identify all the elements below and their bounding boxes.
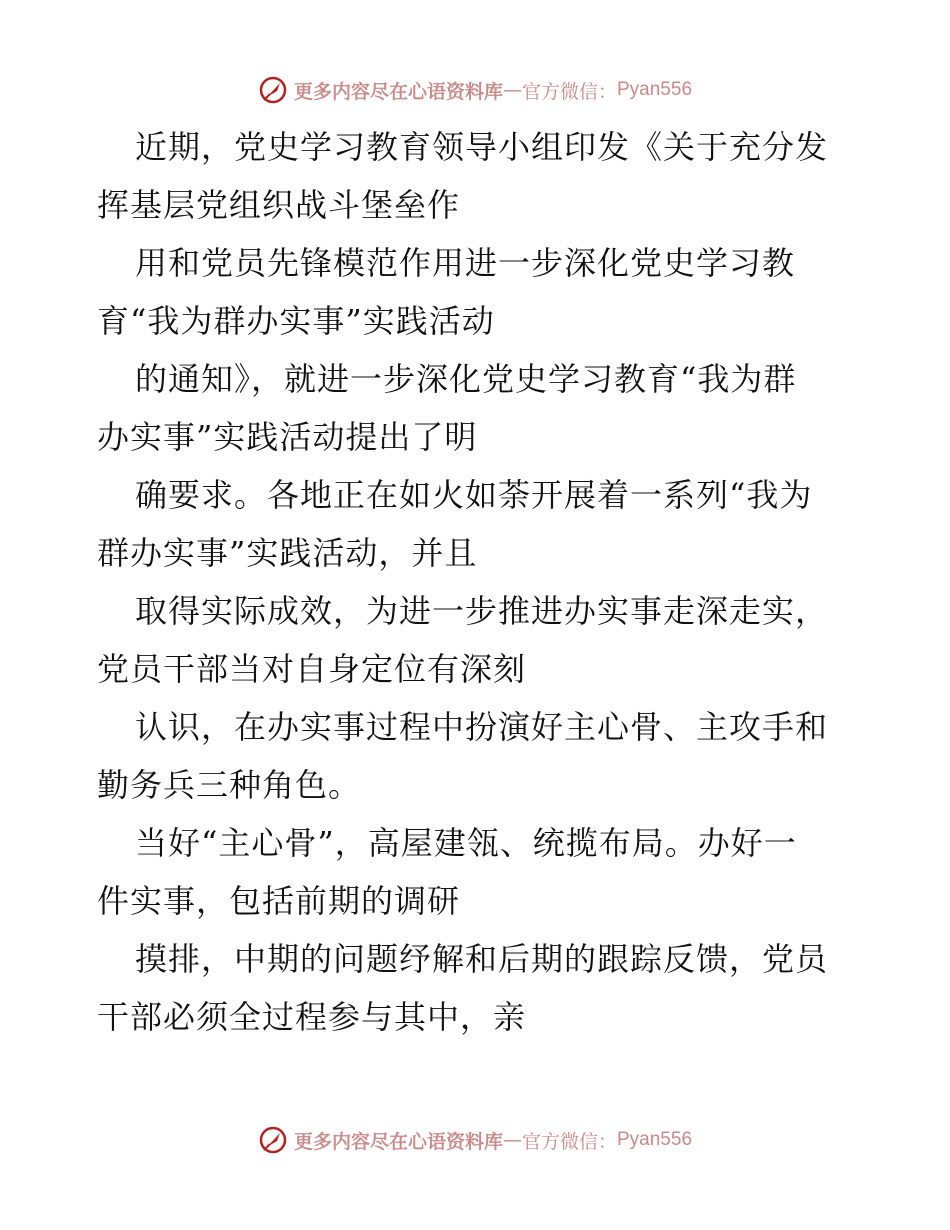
watermark-main: 更多内容尽在心语资料库 [293,1130,503,1153]
quill-logo-icon [258,1125,288,1155]
watermark-sep: — [502,1129,522,1151]
watermark-main: 更多内容尽在心语资料库 [293,80,503,103]
watermark-handle: Pyan556 [617,1129,693,1150]
text-line: 确要求。各地正在如火如荼开展着一系列“我为 [135,476,813,514]
watermark-wechat-label: 官方微信： [521,1130,617,1153]
text-line: 当好“主心骨”，高屋建瓴、统揽布局。办好一 [135,824,797,862]
text-line: 用和党员先锋模范作用进一步深化党史学习教 [135,244,796,282]
text-line: 育“我为群办实事”实践活动 [97,302,495,340]
text-line: 挥基层党组织战斗堡垒作 [97,186,461,224]
watermark-handle: Pyan556 [617,79,693,100]
text-line: 近期，党史学习教育领导小组印发《关于充分发 [135,128,829,166]
document-body [97,118,857,1046]
text-line: 办实事”实践活动提出了明 [97,418,478,456]
text-line: 认识，在办实事过程中扮演好主心骨、主攻手和 [135,708,829,746]
text-line: 取得实际成效，为进一步推进办实事走深走实， [135,592,829,630]
text-line: 的通知》，就进一步深化党史学习教育“我为群 [135,360,797,398]
text-line: 摸排，中期的问题纾解和后期的跟踪反馈，党员 [135,940,829,978]
watermark-wechat-label: 官方微信： [521,80,617,103]
quill-logo-icon [258,75,288,105]
text-line: 勤务兵三种角色。 [97,766,362,804]
text-line: 党员干部当对自身定位有深刻 [97,650,527,688]
watermark-sep: — [502,79,522,101]
text-line: 群办实事”实践活动，并且 [97,534,478,572]
footer-watermark [0,1122,950,1158]
header-watermark [0,72,950,108]
text-line: 干部必须全过程参与其中，亲 [97,998,527,1036]
text-line: 件实事，包括前期的调研 [97,882,461,920]
